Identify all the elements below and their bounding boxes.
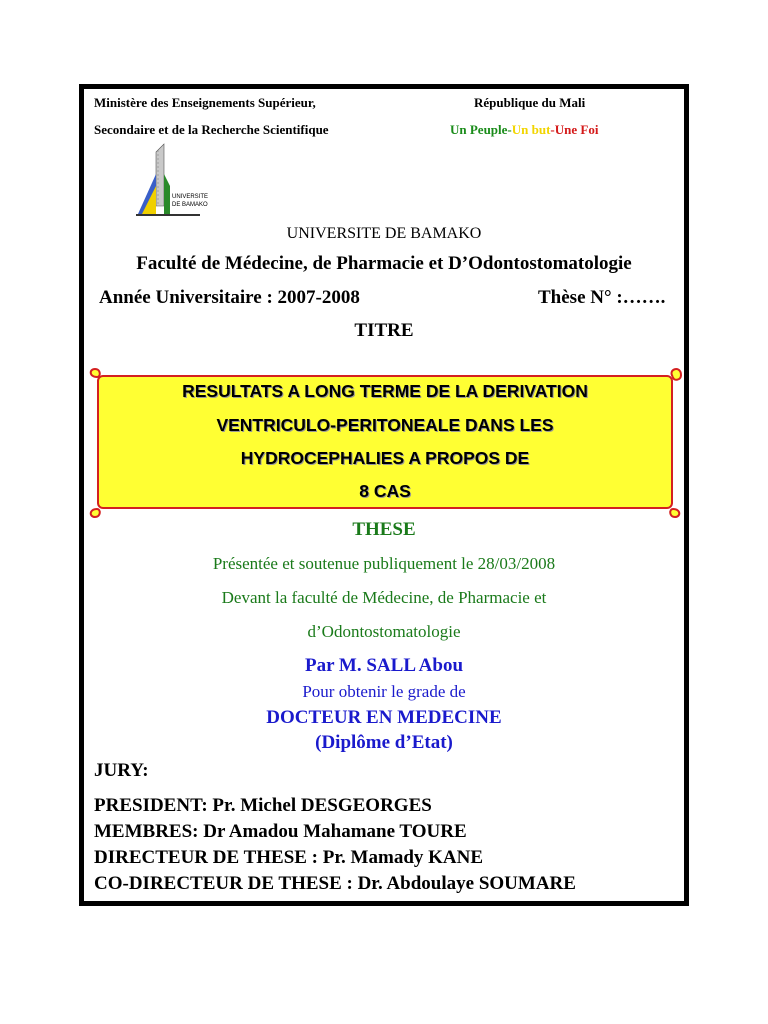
jury-president: PRESIDENT: Pr. Michel DESGEORGES xyxy=(94,795,432,816)
degree: DOCTEUR EN MEDECINE xyxy=(266,707,502,728)
jury-co-director: CO-DIRECTEUR DE THESE : Dr. Abdoulaye SOUMARE xyxy=(94,873,576,894)
motto-part-3: -Une Foi xyxy=(550,122,599,137)
before-line-1: Devant la faculté de Médecine, de Pharmacie et xyxy=(221,588,547,607)
logo-text-1: UNIVERSITE xyxy=(172,194,209,200)
university-name: UNIVERSITE DE BAMAKO xyxy=(286,225,482,242)
title-line-4: 8 CAS xyxy=(359,481,411,501)
banner-body xyxy=(97,375,673,509)
title-banner xyxy=(87,367,683,517)
presented-line: Présentée et soutenue publiquement le 28/03/2008 xyxy=(212,554,556,573)
grade-intro: Pour obtenir le grade de xyxy=(302,682,466,701)
logo-text-2: DE BAMAKO xyxy=(172,202,208,208)
jury-label: JURY: xyxy=(94,760,149,781)
title-line-2: VENTRICULO-PERITONEALE DANS LES xyxy=(216,415,554,435)
motto-part-1: Un Peuple- xyxy=(450,122,512,137)
ministry-line-2: Secondaire et de la Recherche Scientifique xyxy=(94,122,329,137)
jury-director: DIRECTEUR DE THESE : Pr. Mamady KANE xyxy=(94,847,484,868)
republic-line: République du Mali xyxy=(474,95,586,110)
before-line-2: d’Odontostomatologie xyxy=(307,622,461,641)
faculty-name: Faculté de Médecine, de Pharmacie et D’Odontostomatologie xyxy=(136,253,632,274)
document-frame xyxy=(79,84,689,906)
title-label: TITRE xyxy=(354,320,414,341)
title-line-1: RESULTATS A LONG TERME DE LA DERIVATION xyxy=(182,381,588,401)
these-label: THESE xyxy=(352,519,416,540)
university-logo xyxy=(134,144,209,219)
jury-members: MEMBRES: Dr Amadou Mahamane TOURE xyxy=(94,821,467,842)
author: Par M. SALL Abou xyxy=(304,655,464,676)
motto-part-2: Un but xyxy=(511,122,551,137)
ministry-line-1: Ministère des Enseignements Supérieur, xyxy=(94,95,316,110)
national-motto xyxy=(450,122,598,138)
diploma: (Diplôme d’Etat) xyxy=(315,732,453,753)
title-line-3: HYDROCEPHALIES A PROPOS DE xyxy=(240,448,530,468)
thesis-number: Thèse N° :……. xyxy=(538,287,666,308)
academic-year: Année Universitaire : 2007-2008 xyxy=(99,287,360,308)
